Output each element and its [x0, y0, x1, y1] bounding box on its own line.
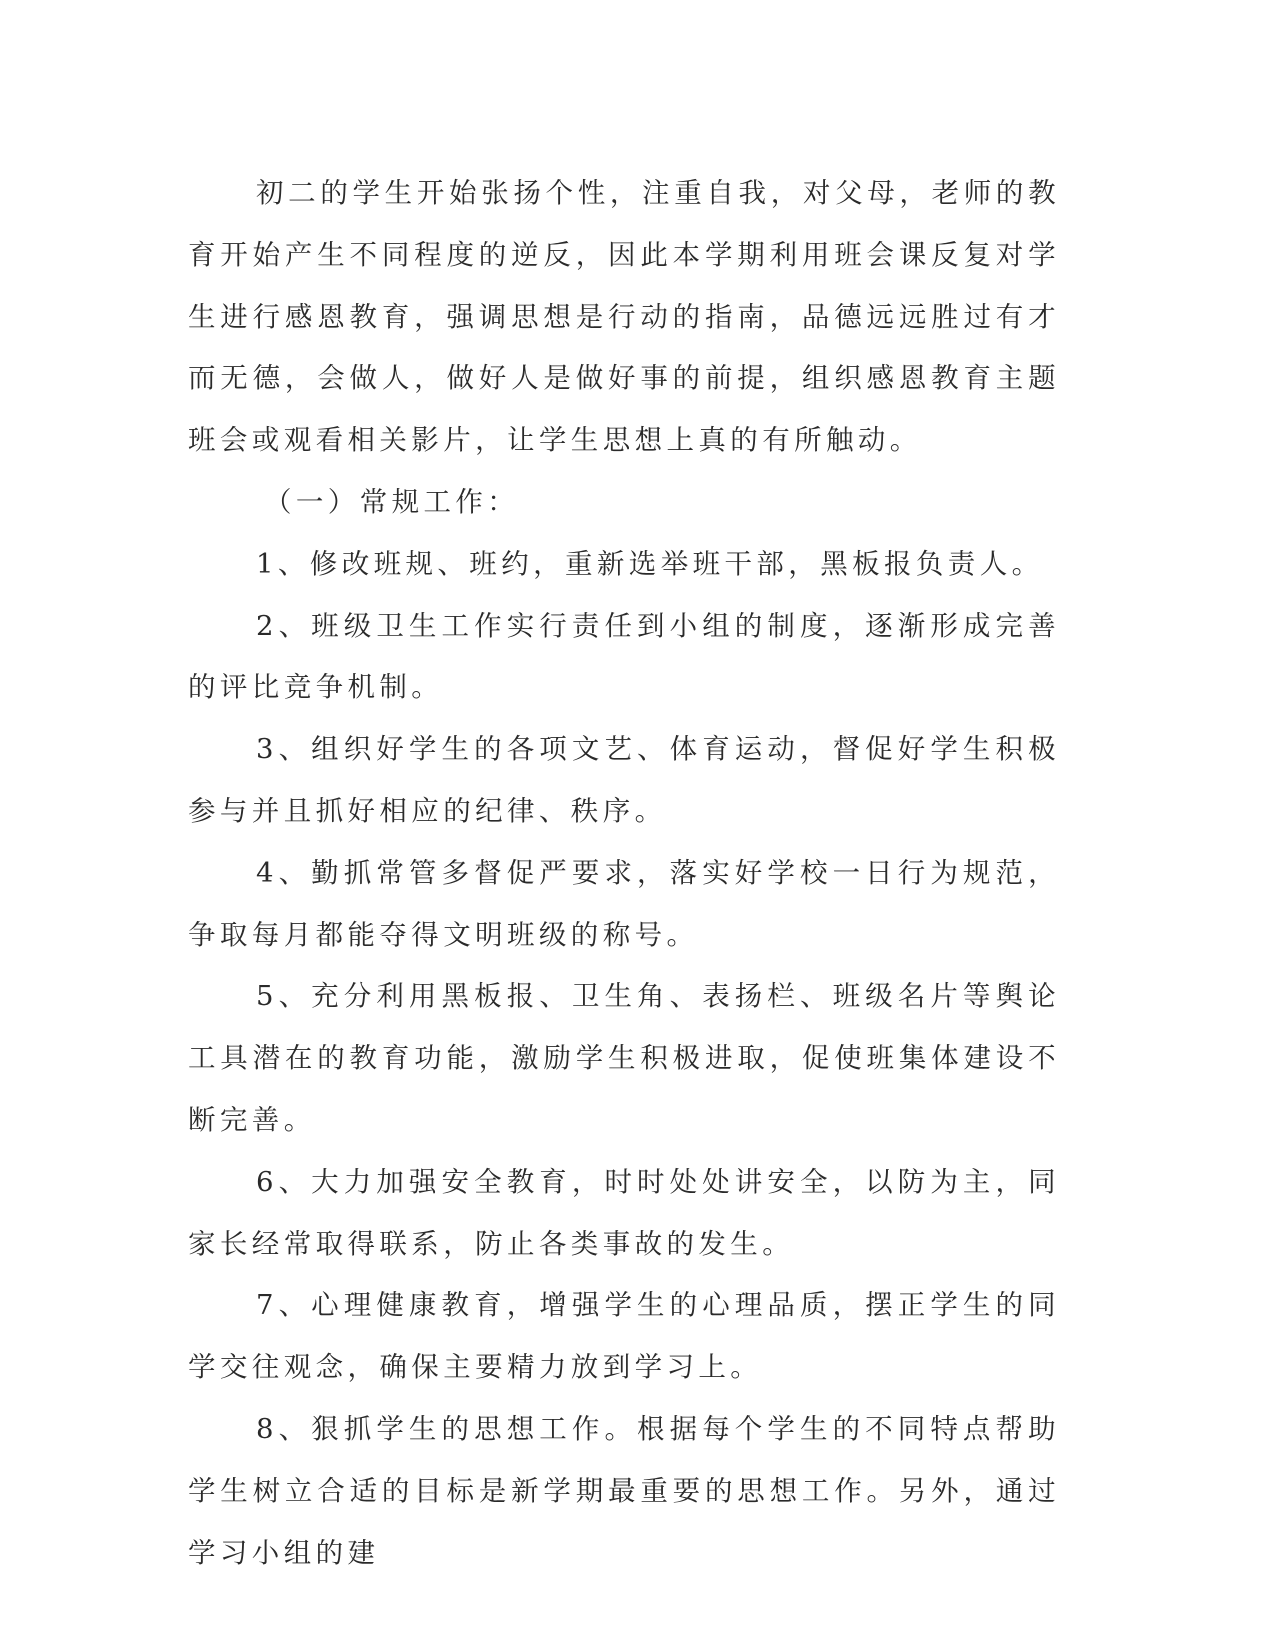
list-item-4: 4、勤抓常管多督促严要求，落实好学校一日行为规范，争取每月都能夺得文明班级的称号。: [188, 856, 1060, 951]
list-item-2: 2、班级卫生工作实行责任到小组的制度，逐渐形成完善的评比竞争机制。: [188, 609, 1060, 704]
section-heading: （一）常规工作：: [264, 485, 520, 518]
intro-paragraph: 初二的学生开始张扬个性，注重自我，对父母，老师的教育开始产生不同程度的逆反，因此本学期利用班会课反复对学生进行感恩教育，强调思想是行动的指南，品德远远胜过有才而无德，会做人，做好人是做好事的前提，组织感恩教育主题班会或观看相关影片，让学生思想上真的有所触动。: [188, 177, 1060, 457]
list-item-1: 1、修改班规、班约，重新选举班干部，黑板报负责人。: [256, 547, 1044, 580]
list-item-8: 8、狠抓学生的思想工作。根据每个学生的不同特点帮助学生树立合适的目标是新学期最重要的思想工作。另外，通过学习小组的建: [188, 1412, 1060, 1569]
document-body: [188, 163, 1060, 1584]
list-item-6: 6、大力加强安全教育，时时处处讲安全，以防为主，同家长经常取得联系，防止各类事故的发生。: [188, 1165, 1060, 1260]
list-item-7: 7、心理健康教育，增强学生的心理品质，摆正学生的同学交往观念，确保主要精力放到学习上。: [188, 1289, 1060, 1384]
list-item-3: 3、组织好学生的各项文艺、体育运动，督促好学生积极参与并且抓好相应的纪律、秩序。: [188, 733, 1060, 827]
list-item-5: 5、充分利用黑板报、卫生角、表扬栏、班级名片等舆论工具潜在的教育功能，激励学生积极进取，促使班集体建设不断完善。: [188, 980, 1060, 1136]
